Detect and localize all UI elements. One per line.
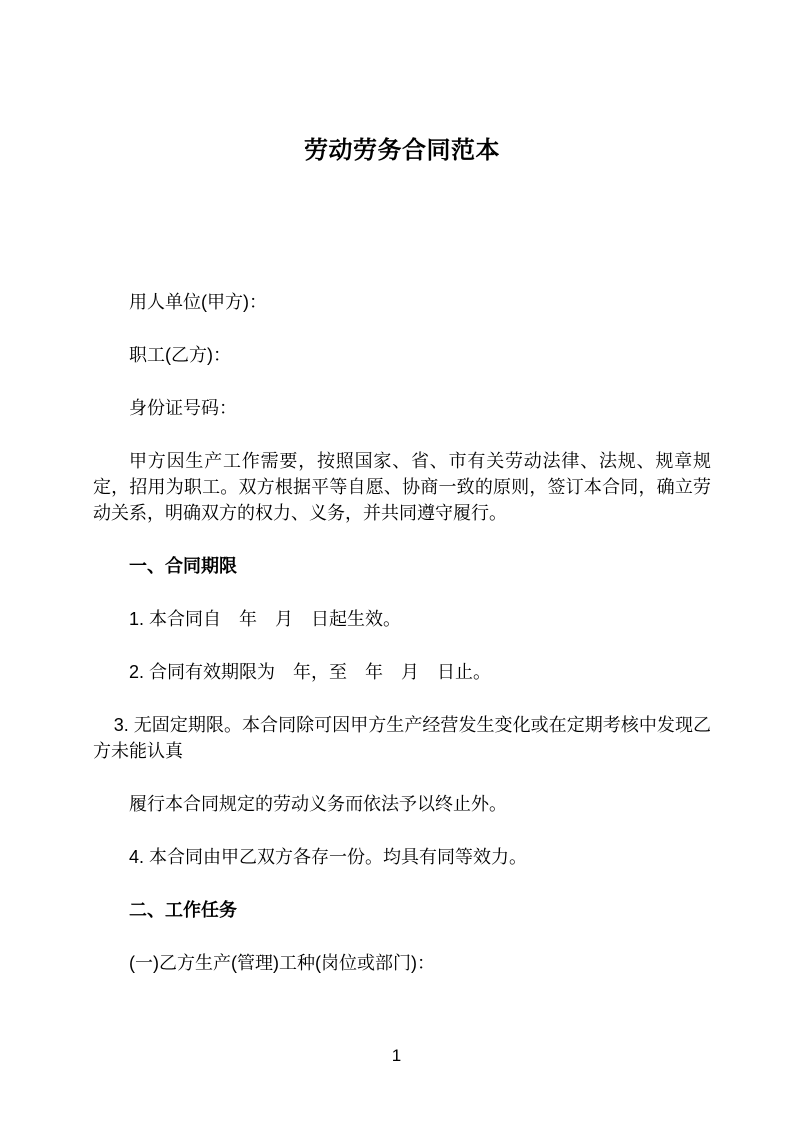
- clause-2: 2. 合同有效期限为 年，至 年 月 日止。: [129, 662, 492, 682]
- clause-work-type: (一)乙方生产(管理)工种(岗位或部门)：: [129, 953, 435, 973]
- clause-1: 1. 本合同自 年 月 日起生效。: [129, 609, 402, 629]
- party-b-label: 职工(乙方)：: [129, 345, 231, 365]
- party-a-label: 用人单位(甲方)：: [129, 292, 267, 312]
- page-number: 1: [391, 1046, 402, 1065]
- id-number-label: 身份证号码：: [129, 398, 237, 418]
- clause-3-continuation: 履行本合同规定的劳动义务而依法予以终止外。: [129, 794, 507, 814]
- document-title: 劳动劳务合同范本: [304, 137, 500, 164]
- section-heading-work-tasks: 二、工作任务: [129, 900, 237, 920]
- clause-3: 3. 无固定期限。本合同除可因甲方生产经营发生变化或在定期考核中发现乙方未能认真: [93, 715, 711, 761]
- section-heading-contract-term: 一、合同期限: [129, 556, 237, 576]
- clause-4: 4. 本合同由甲乙双方各存一份。均具有同等效力。: [129, 847, 528, 867]
- preamble-paragraph: 甲方因生产工作需要，按照国家、省、市有关劳动法律、法规、规章规定，招用为职工。双方根据平等自愿、协商一致的原则，签订本合同，确立劳动关系，明确双方的权力、义务，并共同遵守履行。: [93, 451, 711, 523]
